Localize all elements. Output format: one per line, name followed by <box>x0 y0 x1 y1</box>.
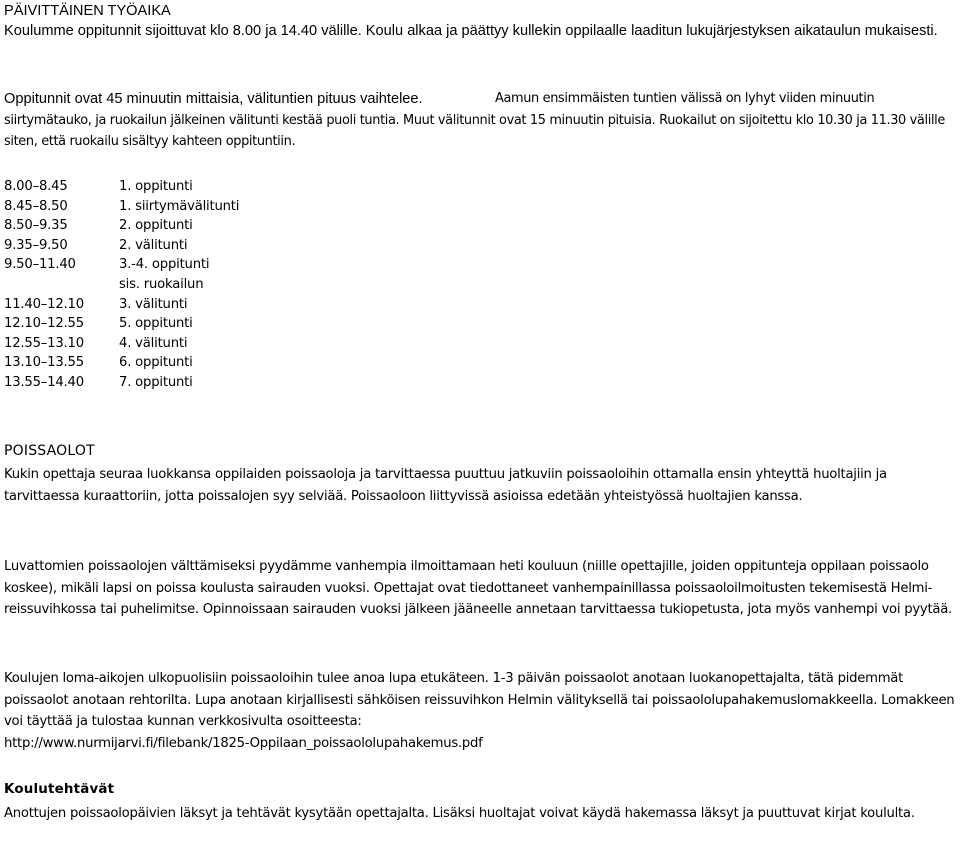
homework-heading: Koulutehtävät <box>4 782 115 797</box>
schedule-activity: 3.-4. oppitunti <box>119 257 210 273</box>
schedule-time: 11.40–12.10 <box>4 296 84 312</box>
schedule-activity: 2. oppitunti <box>119 218 193 234</box>
schedule-time: 12.55–13.10 <box>4 335 84 351</box>
schedule-activity: 7. oppitunti <box>119 374 193 390</box>
schedule-activity: 4. välitunti <box>119 335 188 351</box>
schedule-time: 13.10–13.55 <box>4 355 84 371</box>
schedule-time: 13.55–14.40 <box>4 374 84 390</box>
absences-paragraph-3 <box>4 668 958 754</box>
absences-paragraph-3-text: Koulujen loma-aikojen ulkopuolisiin poissaoloihin tulee anoa lupa etukäteen. 1-3 päivän poissaolot anotaan luokanopettajalta, tätä pidemmät poissaolot anotaan rehtorilta. Lupa anotaan kirjallisesti sähköisen reissuvihkon Helmin välityksellä tai poissaololupahakemuslomakkeella. Lomakkeen voi täyttää ja tulostaa kunnan verkkosivulta osoitteesta: <box>4 671 955 729</box>
schedule-activity: 3. välitunti <box>119 296 188 312</box>
schedule-activity: 5. oppitunti <box>119 316 193 332</box>
schedule-activity: 2. välitunti <box>119 237 188 253</box>
schedule-time: 9.50–11.40 <box>4 257 76 273</box>
schedule-time: 9.35–9.50 <box>4 237 68 253</box>
schedule-time: 8.50–9.35 <box>4 218 68 234</box>
absences-paragraph-1: Kukin opettaja seuraa luokkansa oppilaiden poissaoloja ja tarvittaessa puuttuu jatkuviin poissaoloihin ottamalla ensin yhteyttä huoltajiin ja tarvittaessa kuraattoriin, jotta poissalojen syy selviää. Poissaoloon liittyvissä asioissa edetään yhteistyössä huoltajien kanssa. <box>4 467 887 504</box>
absences-heading: POISSAOLOT <box>4 443 95 459</box>
schedule-time: 8.00–8.45 <box>4 179 68 194</box>
schedule-activity: sis. ruokailun <box>119 276 204 292</box>
homework-paragraph: Anottujen poissaolopäivien läksyt ja tehtävät kysytään opettajalta. Lisäksi huoltajat voivat käydä hakemassa läksyt ja puuttuvat kirjat koululta. <box>4 806 915 821</box>
breaks-paragraph: Aamun ensimmäisten tuntien välissä on lyhyt viiden minuutin siirtymätauko, ja ruokailun jälkeinen välitunti kestää puoli tuntia. Muut välitunnit ovat 15 minuutin pituisia. Ruokailut on sijoitettu klo 10.30 ja 11.30 välille siten, että ruokailu sisältyy kahteen oppituntiin. <box>4 91 945 149</box>
application-form-url: http://www.nurmijarvi.fi/filebank/1825-Oppilaan_poissaololupahakemus.pdf <box>4 735 483 751</box>
schedule-activity: 1. siirtymävälitunti <box>119 198 240 214</box>
schedule-time: 8.45–8.50 <box>4 198 68 214</box>
absences-paragraph-2: Luvattomien poissaolojen välttämiseksi pyydämme vanhempia ilmoittamaan heti kouluun (niille opettajille, joiden oppitunteja oppilaan poissaolo koskee), mikäli lapsi on poissa koulusta sairauden vuoksi. Opettajat ovat tiedottaneet vanhempainillassa poissaoloilmoitusten tekemisestä Helmi-reissuvihkossa tai puhelimitse. Opinnoissaan sairauden vuoksi jälkeen jääneelle annetaan tarvittaessa tukiopetusta, jota myös vanhempi voi pyytää. <box>4 559 952 617</box>
intro-paragraph: Koulumme oppitunnit sijoittuvat klo 8.00 ja 14.40 välille. Koulu alkaa ja päättyy kullekin oppilaalle laaditun lukujärjestyksen aikataulun mukaisesti. <box>4 23 938 39</box>
page-title: PÄIVITTÄINEN TYÖAIKA <box>4 3 171 19</box>
schedule-activity: 1. oppitunti <box>119 179 193 194</box>
schedule-time: 12.10–12.55 <box>4 316 84 332</box>
schedule-activity: 6. oppitunti <box>119 355 193 371</box>
lesson-length-sentence: Oppitunnit ovat 45 minuutin mittaisia, välituntien pituus vaihtelee. <box>4 91 423 107</box>
